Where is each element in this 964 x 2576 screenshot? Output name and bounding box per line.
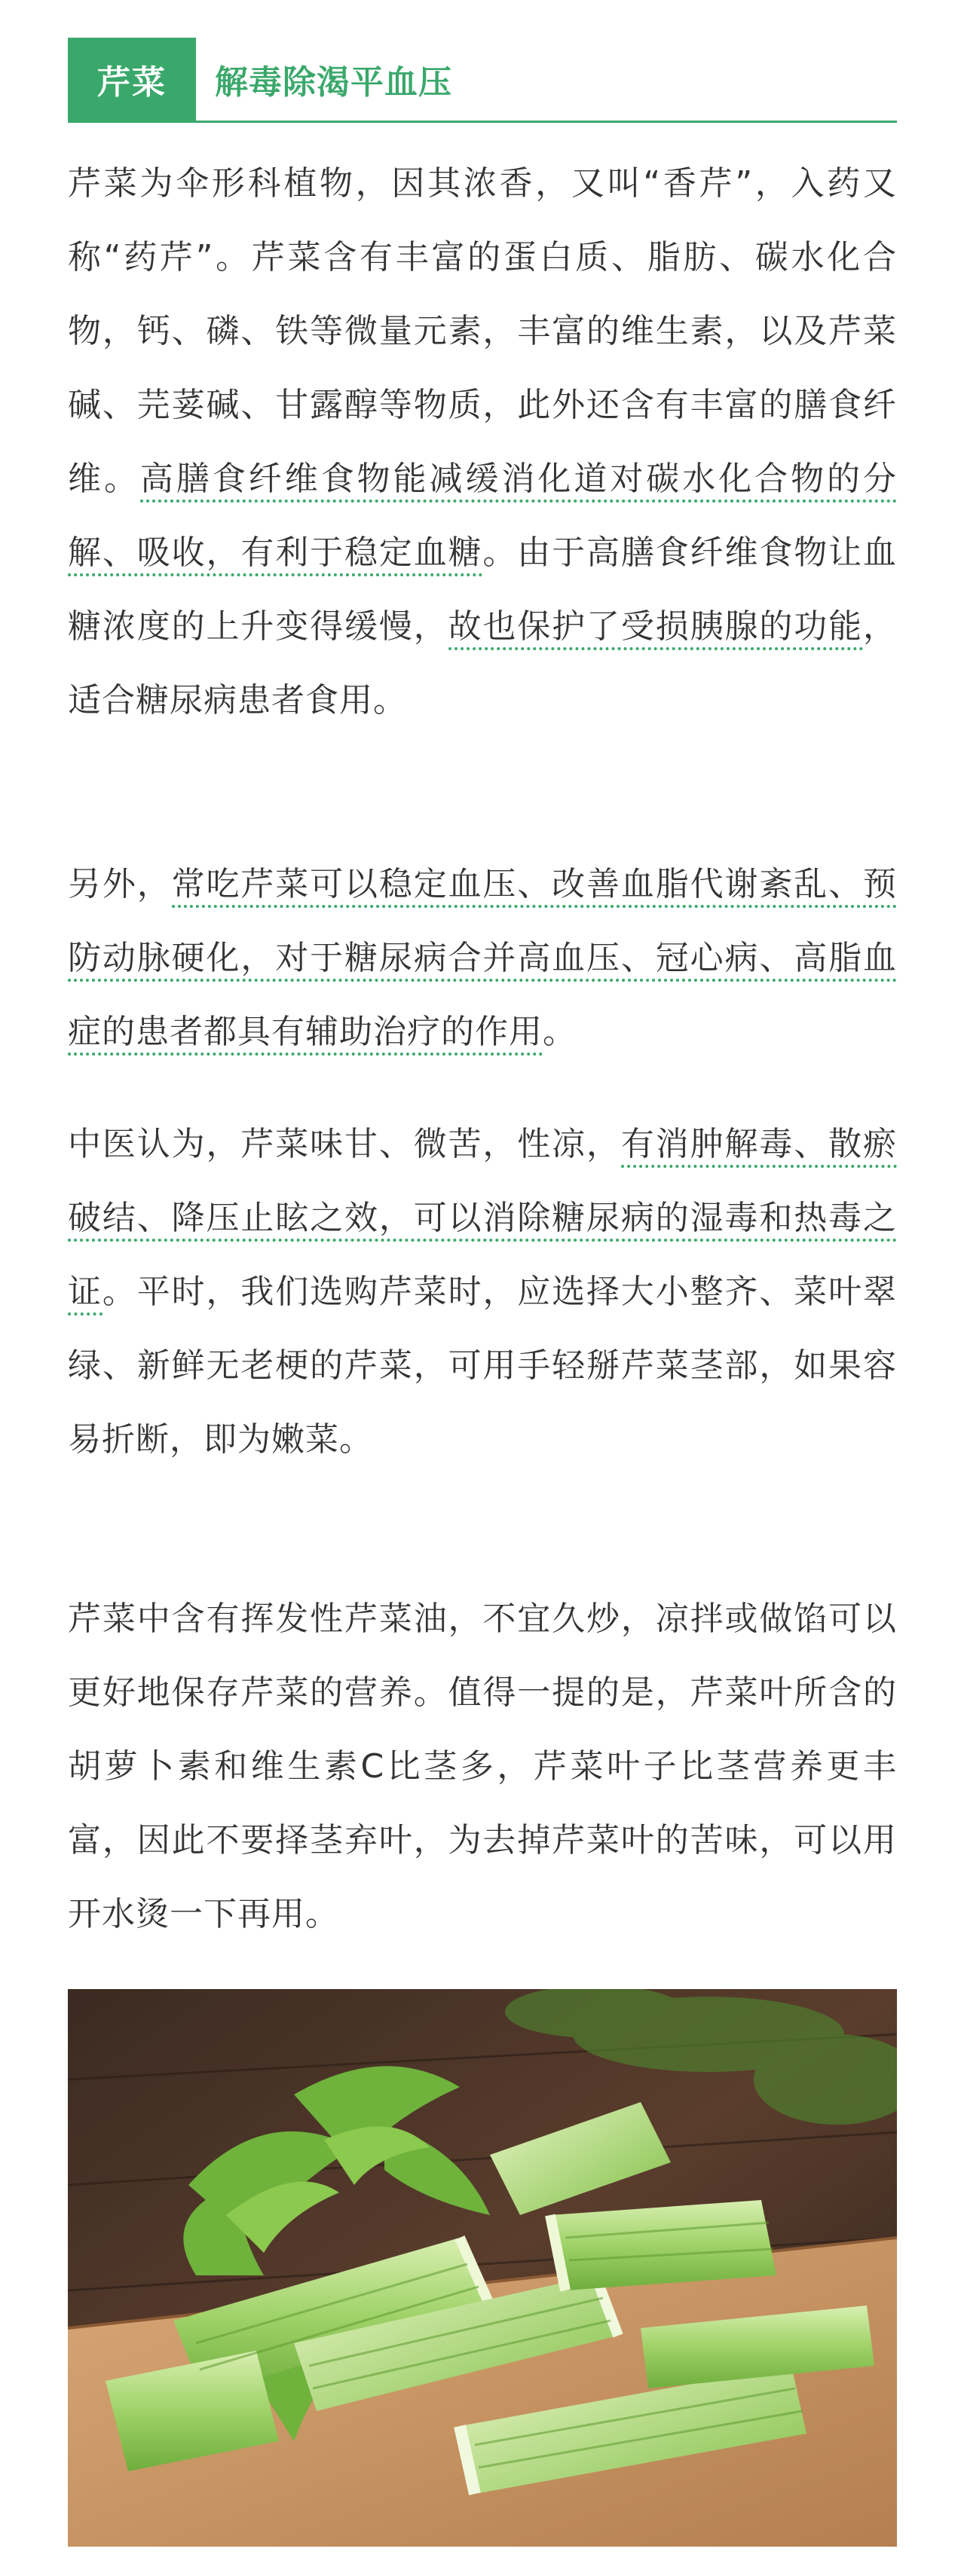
paragraph-blood-pressure — [68, 848, 897, 1069]
section-tag: 芹菜 — [68, 38, 196, 121]
highlighted-text: 有消肿解毒、散瘀破结、降压止眩之效，可以消除糖尿病的湿毒和热毒之证 — [68, 1125, 897, 1316]
text-segment: 另外， — [68, 865, 172, 903]
paragraph-intro — [68, 147, 897, 738]
section-title: 解毒除渴平血压 — [215, 63, 452, 102]
text-segment: 。 — [543, 1013, 577, 1051]
paragraph-cooking — [68, 1582, 897, 1951]
text-segment: 芹菜为伞形科植物，因其浓香，又叫“香芹”，入药又称“药芹”。芹菜含有丰富的蛋白质、脂肪、碳水化合物，钙、磷、铁等微量元素，丰富的维生素，以及芹菜碱、芫荽碱、甘露醇等物质，此外还含有丰富的膳食纤维。 — [68, 164, 897, 498]
highlighted-text: 故也保护了受损胰腺的功能 — [448, 607, 863, 650]
section-header — [68, 38, 897, 123]
text-segment: ，适合糖尿病患者食用。 — [68, 607, 898, 720]
paragraph-tcm — [68, 1108, 897, 1477]
highlighted-text: 高膳食纤维食物能减缓消化道对碳水化合物的分解、吸收，有利于稳定血糖 — [68, 460, 897, 576]
text-segment: 。平时，我们选购芹菜时，应选择大小整齐、菜叶翠绿、新鲜无老梗的芹菜，可用手轻掰芹菜茎部，如果容易折断，即为嫩菜。 — [68, 1273, 898, 1459]
celery-photo — [68, 1989, 897, 2547]
text-segment: 中医认为，芹菜味甘、微苦，性凉， — [68, 1125, 621, 1163]
text-segment: 芹菜中含有挥发性芹菜油，不宜久炒，凉拌或做馅可以更好地保存芹菜的营养。值得一提的是，芹菜叶所含的胡萝卜素和维生素C比茎多，芹菜叶子比茎营养更丰富，因此不要择茎弃叶，为去掉芹菜叶的苦味，可以用开水烫一下再用。 — [68, 1600, 897, 1933]
highlighted-text: 常吃芹菜可以稳定血压、改善血脂代谢紊乱、预防动脉硬化，对于糖尿病合并高血压、冠心病、高脂血症的患者都具有辅助治疗的作用 — [68, 865, 897, 1056]
text-segment: 。由于高膳食纤维食物让血糖浓度的上升变得缓慢， — [68, 533, 898, 646]
